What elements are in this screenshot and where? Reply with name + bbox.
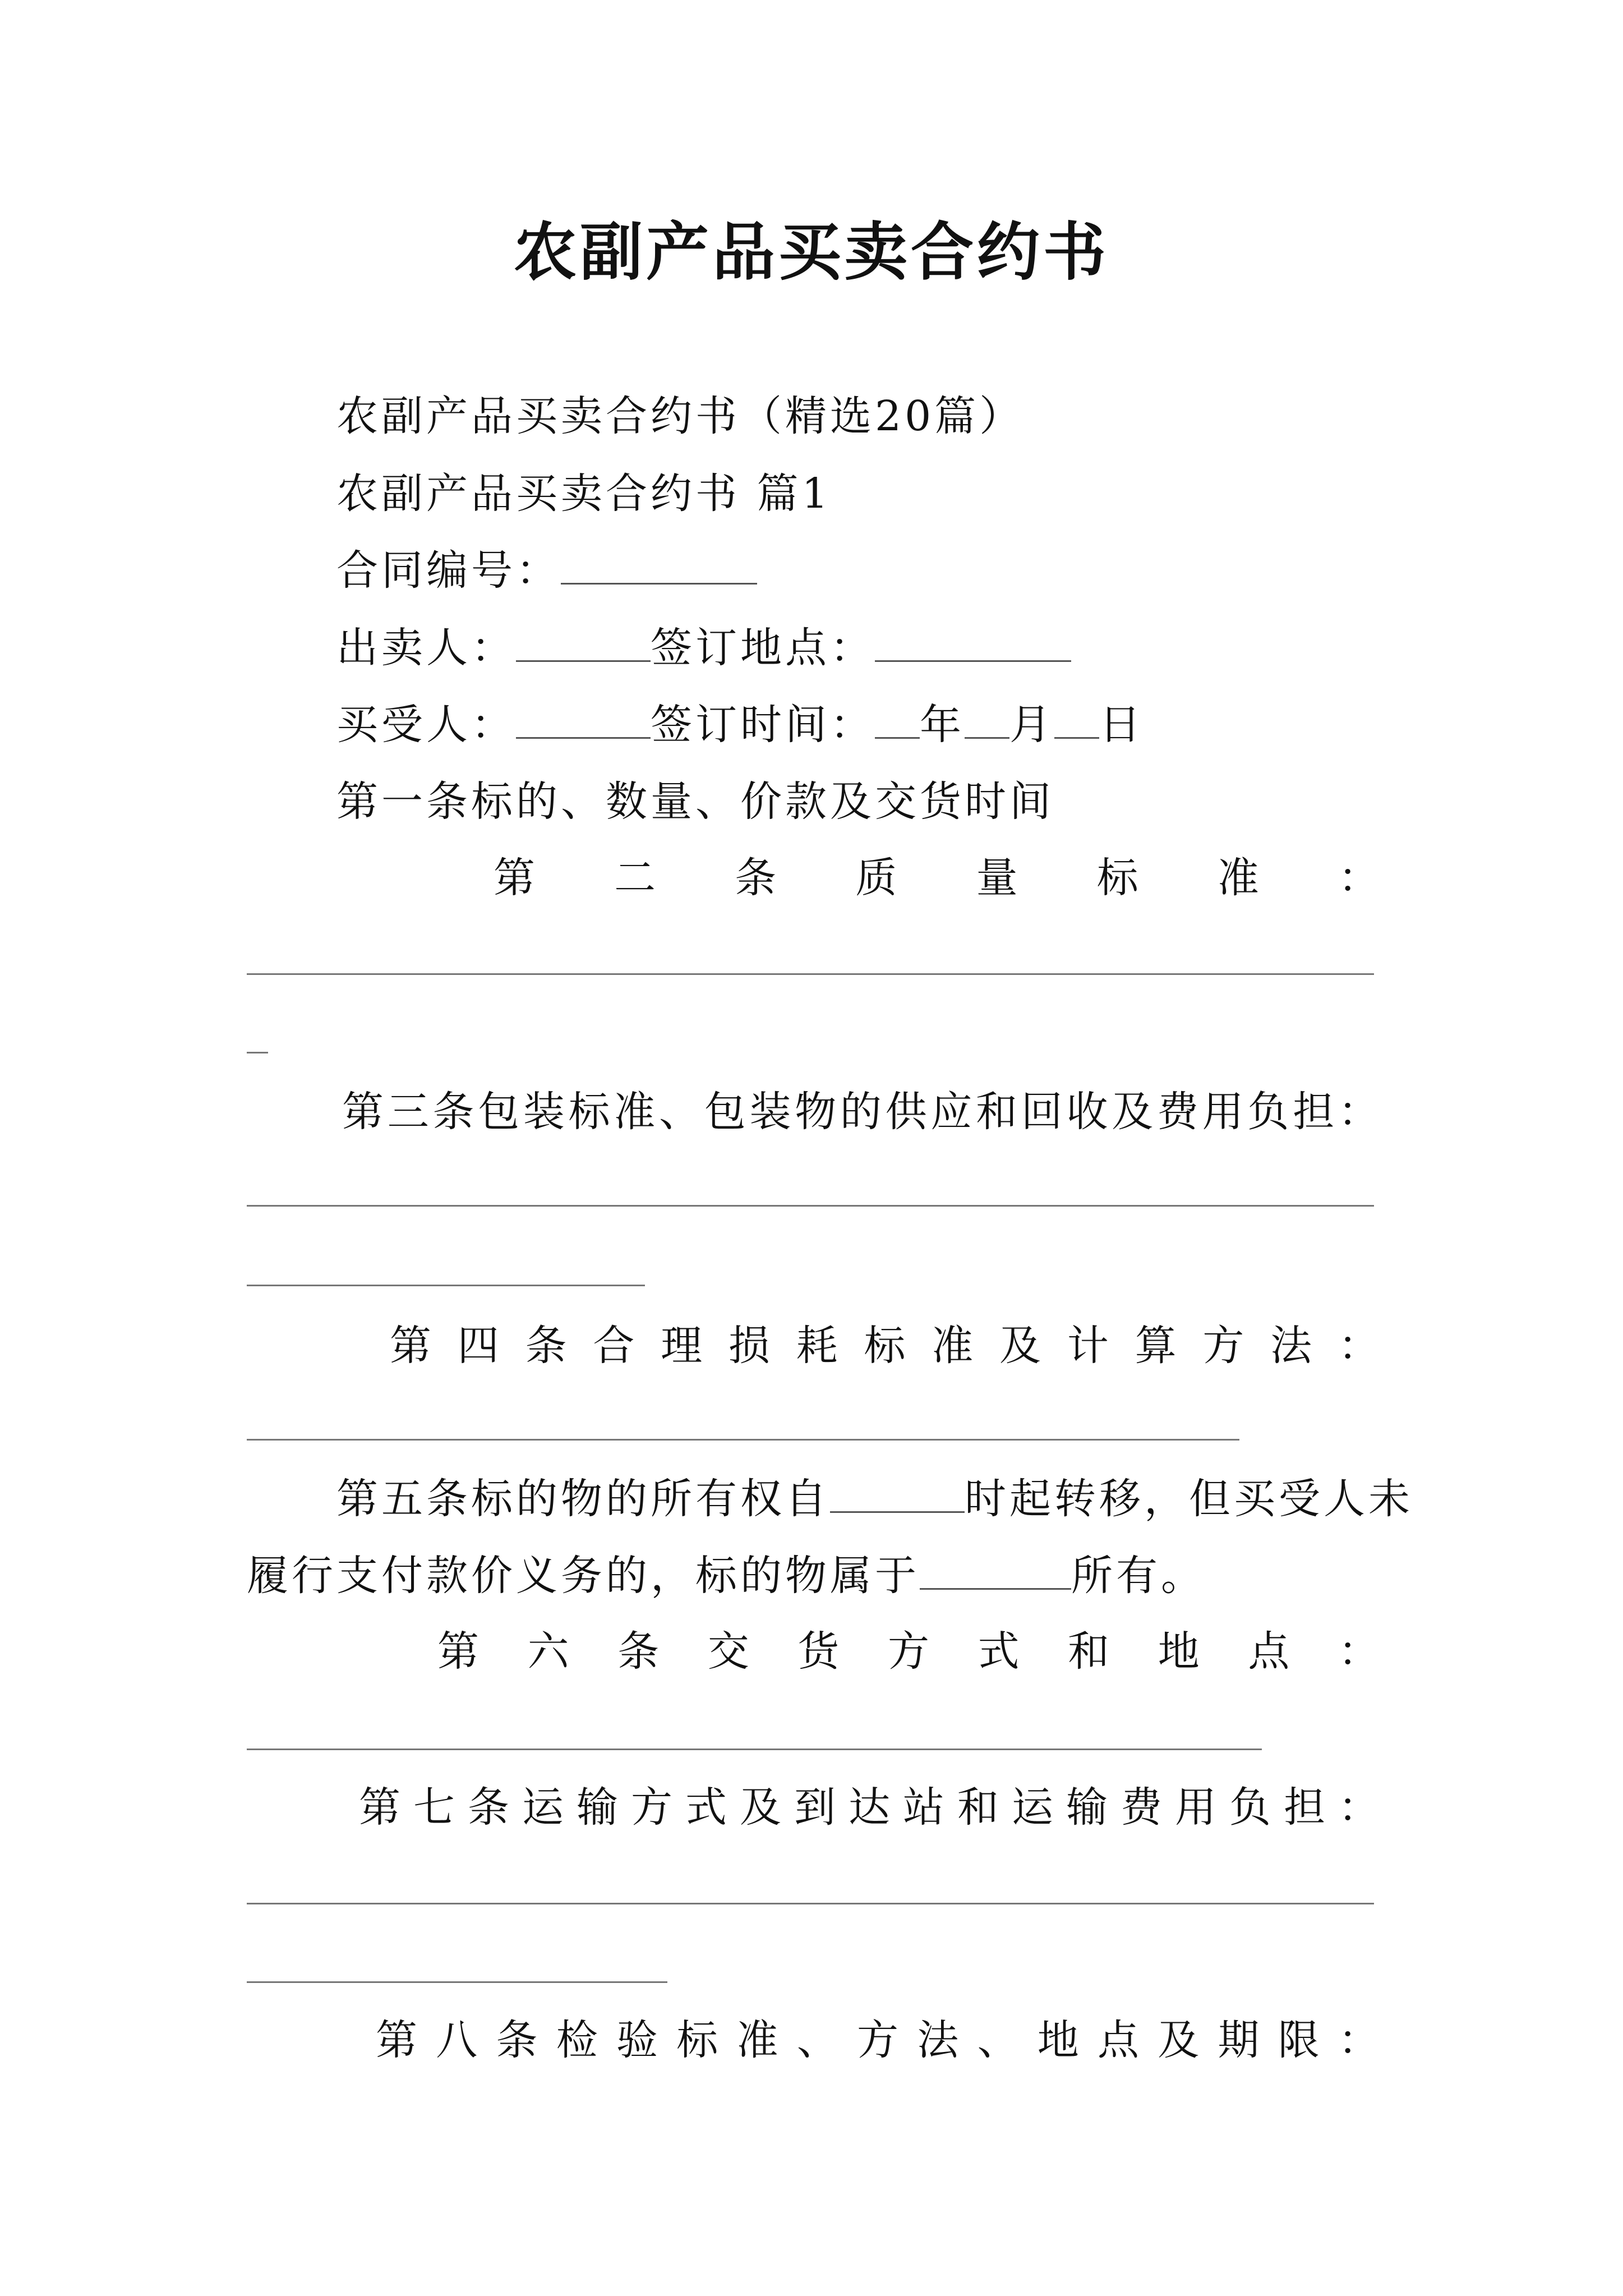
heading-char: 条 <box>496 2016 538 2064</box>
owner-blank[interactable] <box>920 1556 1071 1590</box>
article-8 <box>376 2016 1380 2064</box>
article-6 <box>437 1627 1380 1676</box>
heading-char: 地 <box>1037 2016 1079 2064</box>
heading-char: 理 <box>661 1322 703 1370</box>
heading-char: 法 <box>1270 1322 1312 1370</box>
blank-line[interactable] <box>247 1285 645 1286</box>
heading-char: 式 <box>685 1783 727 1832</box>
heading-char: 准 <box>1217 854 1259 902</box>
blank-line[interactable] <box>247 1439 1239 1441</box>
heading-char: 运 <box>522 1783 564 1832</box>
heading-char: ： <box>1338 1783 1380 1832</box>
heading-char: 量 <box>976 854 1018 902</box>
heading-char: 七 <box>413 1783 455 1832</box>
heading-char: 担 <box>1284 1783 1325 1832</box>
heading-char: 负 <box>1229 1783 1271 1832</box>
heading-char: 准 <box>932 1322 974 1370</box>
heading-char: 条 <box>735 854 777 902</box>
article-5-text-a: 第五条标的物的所有权自 <box>336 1475 830 1523</box>
heading-char: 地 <box>1158 1627 1200 1676</box>
sign-time-label: 签订时间： <box>651 701 875 749</box>
heading-char: 负 <box>1247 1088 1289 1136</box>
heading-char: 第 <box>390 1322 431 1370</box>
heading-char: 准 <box>614 1088 656 1136</box>
blank-line[interactable] <box>247 1903 1374 1904</box>
heading-char: 费 <box>1156 1088 1198 1136</box>
heading-char: 准 <box>736 2016 778 2064</box>
heading-char: 八 <box>436 2016 478 2064</box>
month-blank[interactable] <box>965 705 1009 739</box>
blank-line[interactable] <box>247 1981 667 1983</box>
article-5-line-1 <box>336 1475 1413 1523</box>
heading-char: 交 <box>707 1627 749 1676</box>
heading-char: 、 <box>977 2016 1019 2064</box>
heading-char: 三 <box>387 1088 429 1136</box>
article-1: 第一条标的、数量、价款及交货时间 <box>336 777 1054 826</box>
heading-char: 条 <box>525 1322 567 1370</box>
heading-char: 用 <box>1202 1088 1244 1136</box>
contract-number-row <box>336 546 757 595</box>
heading-char: 限 <box>1278 2016 1320 2064</box>
heading-char: 输 <box>1066 1783 1108 1832</box>
heading-char: 标 <box>864 1322 906 1370</box>
heading-char: 四 <box>457 1322 499 1370</box>
seller-row <box>336 624 1071 672</box>
heading-char: 及 <box>740 1783 781 1832</box>
heading-char: 标 <box>1096 854 1138 902</box>
heading-char: 条 <box>617 1627 660 1676</box>
article-5-text-c: 履行支付款价义务的，标的物属于 <box>247 1552 920 1600</box>
heading-char: 六 <box>527 1627 569 1676</box>
heading-char: 第 <box>359 1783 400 1832</box>
heading-char: 二 <box>614 854 656 902</box>
day-label: 日 <box>1099 701 1144 749</box>
heading-char: 合 <box>593 1322 635 1370</box>
heading-char: 第 <box>342 1088 384 1136</box>
heading-char: 包 <box>704 1088 746 1136</box>
article-5-text-d: 所有。 <box>1071 1552 1206 1600</box>
heading-char: 第 <box>494 854 535 902</box>
heading-char: 收 <box>1066 1088 1108 1136</box>
buyer-row <box>336 701 1144 749</box>
year-label: 年 <box>920 701 965 749</box>
article-7 <box>359 1783 1380 1832</box>
heading-char: 担 <box>1293 1088 1335 1136</box>
heading-char: 费 <box>1121 1783 1162 1832</box>
heading-char: 及 <box>1158 2016 1200 2064</box>
heading-char: 物 <box>795 1088 837 1136</box>
month-label: 月 <box>1009 701 1054 749</box>
heading-char: 站 <box>903 1783 944 1832</box>
heading-char: 计 <box>1067 1322 1109 1370</box>
seller-blank[interactable] <box>516 628 651 662</box>
heading-char: 点 <box>1248 1627 1290 1676</box>
heading-char: ： <box>1338 2016 1380 2064</box>
year-blank[interactable] <box>875 705 920 739</box>
heading-char: 和 <box>976 1088 1018 1136</box>
heading-char: ： <box>1338 854 1380 902</box>
article-3 <box>342 1088 1380 1136</box>
heading-char: 期 <box>1218 2016 1260 2064</box>
heading-char: 装 <box>523 1088 565 1136</box>
heading-char: 验 <box>616 2016 658 2064</box>
heading-char: 算 <box>1135 1322 1177 1370</box>
heading-char: 供 <box>885 1088 927 1136</box>
sign-place-blank[interactable] <box>875 628 1071 662</box>
heading-char: 第 <box>437 1627 479 1676</box>
heading-char: 达 <box>849 1783 890 1832</box>
blank-line[interactable] <box>247 1749 1262 1750</box>
seller-label: 出卖人： <box>336 624 516 672</box>
transfer-time-blank[interactable] <box>830 1479 965 1513</box>
heading-char: 点 <box>1098 2016 1139 2064</box>
heading-char: 第 <box>376 2016 417 2064</box>
heading-char: 和 <box>1068 1627 1110 1676</box>
article-2 <box>494 854 1380 902</box>
heading-char: 方 <box>857 2016 898 2064</box>
heading-char: 及 <box>1112 1088 1154 1136</box>
heading-char: 到 <box>794 1783 836 1832</box>
buyer-blank[interactable] <box>516 705 651 739</box>
heading-char: 法 <box>917 2016 959 2064</box>
heading-char: 方 <box>887 1627 929 1676</box>
article-4 <box>390 1322 1380 1370</box>
section-heading: 农副产品买卖合约书 篇1 <box>336 470 832 518</box>
heading-char: 标 <box>568 1088 610 1136</box>
article-5-text-b: 时起转移，但买受人未 <box>965 1475 1413 1523</box>
heading-char: 和 <box>957 1783 999 1832</box>
subtitle: 农副产品买卖合约书（精选20篇） <box>336 392 1025 440</box>
heading-char: 、 <box>659 1088 701 1136</box>
heading-char: ： <box>1338 1088 1380 1136</box>
heading-char: 条 <box>432 1088 474 1136</box>
buyer-label: 买受人： <box>336 701 516 749</box>
heading-char: 货 <box>797 1627 840 1676</box>
heading-char: ： <box>1338 1627 1380 1676</box>
contract-number-label: 合同编号： <box>336 546 561 595</box>
heading-char: 、 <box>796 2016 838 2064</box>
heading-char: 损 <box>728 1322 770 1370</box>
contract-number-blank[interactable] <box>561 550 757 585</box>
heading-char: 应 <box>930 1088 972 1136</box>
heading-char: 式 <box>978 1627 1020 1676</box>
heading-char: 运 <box>1012 1783 1053 1832</box>
heading-char: 回 <box>1021 1088 1063 1136</box>
heading-char: 条 <box>468 1783 509 1832</box>
heading-char: 包 <box>478 1088 520 1136</box>
heading-char: 方 <box>631 1783 672 1832</box>
heading-char: 的 <box>840 1088 882 1136</box>
heading-char: 方 <box>1202 1322 1244 1370</box>
article-5-line-2 <box>247 1552 1206 1600</box>
heading-char: ： <box>1338 1322 1380 1370</box>
blank-line[interactable] <box>247 1205 1374 1207</box>
heading-char: 装 <box>749 1088 791 1136</box>
heading-char: 输 <box>577 1783 618 1832</box>
day-blank[interactable] <box>1054 705 1099 739</box>
heading-char: 用 <box>1175 1783 1216 1832</box>
blank-line[interactable] <box>247 973 1374 975</box>
blank-line[interactable] <box>247 1052 268 1053</box>
heading-char: 检 <box>556 2016 598 2064</box>
heading-char: 质 <box>855 854 897 902</box>
document-title: 农副产品买卖合约书 <box>514 215 1109 289</box>
heading-char: 标 <box>676 2016 718 2064</box>
heading-char: 及 <box>999 1322 1041 1370</box>
sign-place-label: 签订地点： <box>651 624 875 672</box>
heading-char: 耗 <box>796 1322 838 1370</box>
